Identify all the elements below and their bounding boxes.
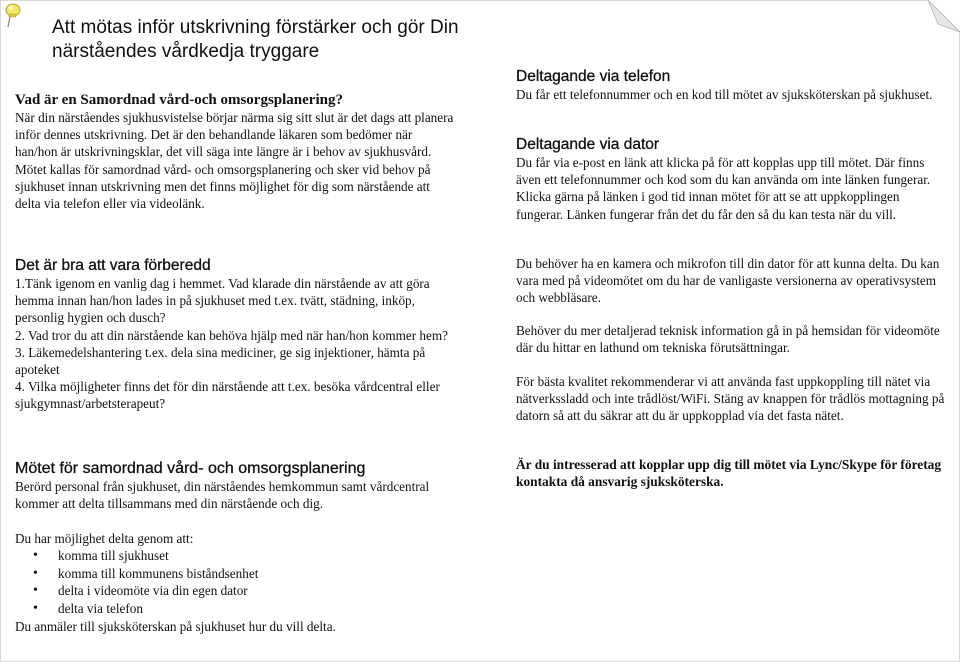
meeting-text: Berörd personal från sjukhuset, din närståendes hemkommun samt vårdcentral kommer att delta tillsammans med din närstående och dig.	[15, 479, 430, 512]
prep-item: 2. Vad tror du att din närstående kan behöva hjälp med när han/hon kommer hem?	[15, 327, 448, 343]
computer-text-1: Du får via e-post en länk att klicka på för att kopplas upp till mötet. Där finns även ett telefonnummer och kod som du kan använda om inte länken fungerar.	[516, 155, 931, 188]
list-item: • komma till kommunens biståndsenhet	[58, 565, 455, 583]
prep-item: 3. Läkemedelshantering t.ex. dela sina mediciner, ge sig injektioner, hämta på apoteket	[15, 344, 426, 378]
options-outro: Du anmäler till sjuksköterskan på sjukhuset hur du vill delta.	[15, 618, 336, 634]
info-text: Behöver du mer detaljerad teknisk information gå in på hemsidan för videomöte där du hittar en lathund om tekniska förutsättningar.	[516, 323, 940, 356]
intro-text: När din närståendes sjukhusvistelse börjar närma sig sitt slut är det dags att planera inför dennes utskrivning. Det är den behandlande läkaren som bedömer när han/hon är utskrivningsklar, det vill säga inte längre är i behov av sjukhusvård. Mötet kallas för samordnad vård- och omsorgsplanering och sker vid behov på sjukhuset innan utskrivning men det finns möjlighet för dig som närstående att delta via telefon eller via videolänk.	[15, 110, 454, 212]
meeting-section	[15, 460, 455, 512]
quality-section	[516, 373, 946, 425]
prep-section	[15, 257, 455, 413]
list-item: • delta i videomöte via din egen dator	[58, 582, 455, 600]
prep-item: 1.Tänk igenom en vanlig dag i hemmet. Vad klarade din närstående av att göra hemma innan han/hon lades in på sjukhuset med t.ex. tvätt, städning, inköp, personlig hygien och dusch?	[15, 276, 430, 326]
quality-text: För bästa kvalitet rekommenderar vi att använda fast uppkoppling till nätet via nätverkssladd och inte trådlöst/WiFi. Stäng av knappen för trådlös mottagning på datorn så att du säkrar att du är uppkopplad via det fasta nätet.	[516, 374, 945, 424]
lync-section	[516, 456, 946, 490]
phone-section	[516, 68, 946, 103]
camera-text: Du behöver ha en kamera och mikrofon till din dator för att kunna delta. Du kan vara med på videomötet om du har de vanligaste versionerna av operativsystem och webbläsare.	[516, 256, 940, 306]
phone-text: Du får ett telefonnummer och en kod till mötet av sjuksköterskan på sjukhuset.	[516, 87, 933, 102]
page-title: Att mötas inför utskrivning förstärker och gör Din närståendes vårdkedja tryggare	[52, 17, 459, 62]
prep-item: 4. Vilka möjligheter finns det för din närstående att t.ex. besöka vårdcentral eller sjukgymnast/arbetsterapeut?	[15, 379, 440, 412]
options-list	[15, 547, 455, 617]
pushpin-icon	[3, 2, 23, 28]
phone-heading: Deltagande via telefon	[516, 68, 671, 85]
computer-heading: Deltagande via dator	[516, 136, 660, 153]
info-section	[516, 322, 946, 356]
list-item: • delta via telefon	[58, 600, 455, 618]
lync-text: Är du intresserad att kopplar upp dig till mötet via Lync/Skype för företag kontakta då ansvarig sjuksköterska.	[516, 457, 942, 490]
options-section	[15, 530, 455, 635]
page-corner-fold-icon	[928, 0, 960, 32]
intro-section	[15, 91, 455, 212]
camera-section	[516, 255, 946, 307]
options-intro: Du har möjlighet delta genom att:	[15, 531, 194, 546]
computer-section	[516, 136, 946, 223]
prep-heading: Det är bra att vara förberedd	[15, 257, 211, 274]
computer-text-2: Klicka gärna på länken i god tid innan mötet för att se att uppkopplingen fungerar. Länken fungerar från det du får den så du kan testa när du vill.	[516, 189, 900, 222]
intro-heading: Vad är en Samordnad vård-och omsorgsplanering?	[15, 92, 343, 108]
list-item: • komma till sjukhuset	[58, 547, 455, 565]
meeting-heading: Mötet för samordnad vård- och omsorgsplanering	[15, 460, 366, 477]
